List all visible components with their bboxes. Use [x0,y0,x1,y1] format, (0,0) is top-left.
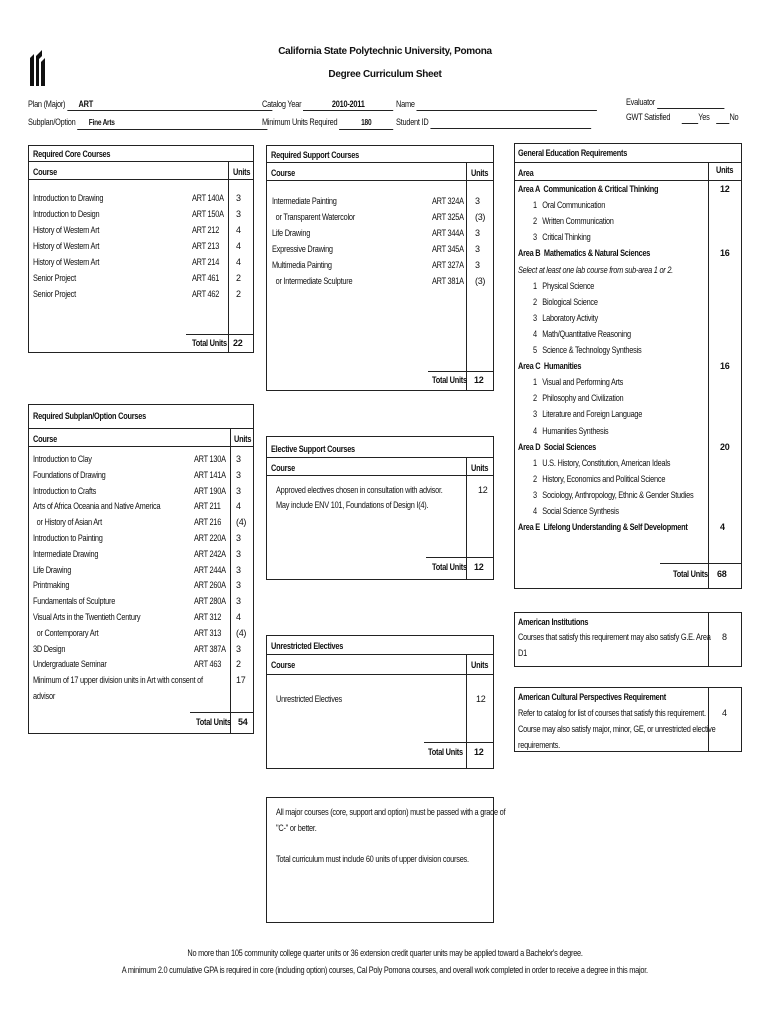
course-name: 3D Design [33,643,66,654]
catalog-label: Catalog Year [262,99,302,109]
course-code: ART 387A [194,643,226,654]
course-name: History of Western Art [33,225,100,235]
notes-line3: Total curriculum must include 60 units of upper division courses. [276,854,469,864]
ge-units: 16 [720,361,730,372]
gwt-yes-blank[interactable] [682,111,698,124]
course-code: ART 216 [194,517,222,528]
footer-line1: No more than 105 community college quarter units or 36 extension credit quarter units may be applied toward a Bachelor's degree. [187,948,583,958]
student-id-label: Student ID [396,117,429,127]
course-code: ART 463 [194,659,222,670]
course-name: or Contemporary Art [33,627,99,638]
evaluator-label: Evaluator [626,97,655,107]
course-code: ART 220A [194,533,226,543]
gwt-label: GWT Satisfied [626,112,671,122]
ge-total-value: 68 [717,569,727,579]
core-col-units: Units [233,167,251,177]
course-units: 3 [475,196,480,206]
course-name: Life Drawing [272,228,311,238]
elective-total-label: Total Units [432,562,467,572]
unrestricted-col-units: Units [471,660,489,670]
course-units: 3 [236,564,241,575]
support-title: Required Support Courses [271,150,360,160]
ge-row: Select at least one lab course from sub-area 1 or 2. [518,264,673,275]
course-units: 3 [475,260,480,270]
student-id-field [396,116,591,129]
course-name: Introduction to Clay [33,454,92,464]
gwt-yes: Yes [698,112,710,122]
unrestricted-title: Unrestricted Electives [271,641,344,651]
course-code: ART 324A [432,196,464,206]
course-name: Intermediate Drawing [33,548,99,559]
course-code: ART 345A [432,244,464,254]
ge-row: 3 Literature and Foreign Language [533,409,643,420]
course-units: 17 [236,675,246,686]
course-units: 2 [236,273,241,283]
acp-line2: Course may also satisfy major, minor, GE, or unrestricted elective [518,724,716,734]
option-total-value: 54 [238,717,248,727]
ai-line2: D1 [518,648,527,658]
unrestricted-row-label: Unrestricted Electives [276,694,342,704]
acp-line1: Refer to catalog for list of courses that satisfy this requirement. [518,708,706,718]
subplan-label: Subplan/Option [28,117,76,127]
ai-units: 8 [722,632,727,642]
ge-units: 16 [720,248,730,259]
elective-units: 12 [478,485,488,495]
support-col-units: Units [471,168,489,178]
course-code: ART 212 [192,225,220,235]
course-units: 4 [236,257,241,267]
course-units: 3 [475,244,480,254]
course-units: (4) [236,517,247,528]
course-units: 3 [236,193,241,203]
course-units: 3 [236,548,241,559]
elective-col-course: Course [271,463,295,473]
ge-row: 3 Critical Thinking [533,232,591,243]
option-col-course: Course [33,434,57,444]
acp-line3: requirements. [518,740,560,750]
ge-row: 4 Social Science Synthesis [533,506,619,516]
ge-row: Area A Communication & Critical Thinking [518,184,659,194]
course-units: 2 [236,659,241,670]
ge-row: 2 Written Communication [533,216,614,227]
course-units: 4 [236,612,241,622]
course-name: or Intermediate Sculpture [272,276,353,286]
course-code: ART 344A [432,228,464,238]
course-name: Arts of Africa Oceania and Native America [33,501,161,512]
course-name: Minimum of 17 upper division units in Art with consent of [33,675,203,686]
ge-row: 4 Math/Quantitative Reasoning [533,328,631,339]
core-title: Required Core Courses [33,149,111,159]
gwt-no: No [729,112,739,122]
course-units: 3 [236,209,241,219]
min-units-value[interactable]: 180 [339,116,393,130]
course-name: or History of Asian Art [33,517,102,528]
course-units: 3 [236,454,241,464]
ge-units: 20 [720,441,730,452]
course-name: Printmaking [33,580,70,591]
course-name: Introduction to Drawing [33,193,104,203]
course-code: ART 312 [194,612,222,622]
course-code: ART 461 [192,273,220,283]
course-name: Introduction to Design [33,209,100,219]
course-name: Senior Project [33,273,76,283]
evaluator-field [626,96,724,109]
notes-line1: All major courses (core, support and option) must be passed with a grade of [276,807,506,817]
elective-total-value: 12 [474,562,484,572]
course-code: ART 244A [194,564,226,575]
course-code: ART 242A [194,548,226,559]
ge-row: 1 Oral Communication [533,200,606,211]
ge-row: 1 Visual and Performing Arts [533,377,624,388]
unrestricted-total-label: Total Units [428,747,463,757]
core-col-course: Course [33,167,57,177]
ge-units: 12 [720,184,730,194]
course-code: ART 130A [194,454,226,464]
course-units: 4 [236,225,241,235]
course-units: 3 [236,533,241,543]
sheet-title: Degree Curriculum Sheet [328,69,442,80]
option-col-units: Units [234,434,252,444]
course-name: Multimedia Painting [272,260,332,270]
elective-description-line2: May include ENV 101, Foundations of Design I(4). [276,500,429,510]
university-name: California State Polytechnic University, Pomona [278,46,492,57]
ge-row: 2 History, Economics and Political Science [533,473,666,484]
plan-major-field [28,98,272,111]
ge-row: Area E Lifelong Understanding & Self Development [518,522,688,533]
course-units: 3 [236,596,241,607]
gwt-no-blank[interactable] [716,111,729,124]
course-name: Foundations of Drawing [33,469,106,480]
course-name: Fundamentals of Sculpture [33,596,116,607]
plan-value[interactable]: ART [67,98,272,111]
course-name: Expressive Drawing [272,244,333,254]
ai-line1: Courses that satisfy this requirement may also satisfy G.E. Area [518,632,711,642]
catalog-year-field [262,98,393,111]
course-code: ART 327A [432,260,464,270]
course-code: ART 190A [194,485,226,496]
course-units: 3 [236,485,241,496]
core-total-value: 22 [233,338,243,348]
course-name: History of Western Art [33,241,100,251]
plan-label: Plan (Major) [28,99,66,109]
course-units: 2 [236,289,241,299]
course-name: Life Drawing [33,564,72,575]
unrestricted-units: 12 [476,694,486,704]
support-total-label: Total Units [432,375,467,385]
elective-col-units: Units [471,463,489,473]
name-label: Name [396,99,415,109]
course-name: or Transparent Watercolor [272,212,355,222]
ge-row: 5 Science & Technology Synthesis [533,345,642,355]
catalog-value[interactable]: 2010-2011 [303,98,393,111]
course-name: Visual Arts in the Twentieth Century [33,612,141,622]
ai-title: American Institutions [518,617,589,627]
support-total-value: 12 [474,375,484,385]
course-code: ART 211 [194,501,221,512]
ge-row: 3 Sociology, Anthropology, Ethnic & Gender Studies [533,489,694,500]
course-units: 3 [236,469,241,480]
course-name: Undergraduate Seminar [33,659,107,670]
course-name: advisor [33,691,56,701]
course-code: ART 140A [192,193,224,203]
ge-row: 3 Laboratory Activity [533,312,598,323]
course-units: 3 [236,580,241,591]
course-name: History of Western Art [33,257,100,267]
subplan-field [28,116,267,130]
ge-units: 4 [720,522,725,533]
course-code: ART 141A [194,469,226,480]
min-units-label: Minimum Units Required [262,117,338,127]
course-code: ART 462 [192,289,220,299]
ge-row: 2 Philosophy and Civilization [533,393,624,404]
course-name: Intermediate Painting [272,196,337,206]
option-total-label: Total Units [196,717,231,727]
ge-row: Area C Humanities [518,361,582,372]
course-code: ART 260A [194,580,226,591]
course-units: (4) [236,627,247,638]
course-units: 3 [236,643,241,654]
ge-col-area: Area [518,168,534,178]
course-name: Introduction to Painting [33,533,103,543]
subplan-value[interactable]: Fine Arts [77,116,267,130]
ge-total-label: Total Units [673,569,708,579]
course-code: ART 381A [432,276,464,286]
course-code: ART 214 [192,257,220,267]
name-field [396,98,597,111]
gwt-field [626,111,738,124]
support-col-course: Course [271,168,295,178]
ge-row: Area D Social Sciences [518,441,597,452]
ge-row: Area B Mathematics & Natural Sciences [518,248,651,259]
unrestricted-total-value: 12 [474,747,484,757]
course-units: 4 [236,501,241,512]
course-units: 4 [236,241,241,251]
name-input[interactable] [417,98,597,111]
unrestricted-col-course: Course [271,660,295,670]
acp-title: American Cultural Perspectives Requirement [518,692,666,702]
course-code: ART 313 [194,627,222,638]
evaluator-input[interactable] [657,96,724,109]
ge-col-units: Units [716,165,734,175]
core-total-label: Total Units [192,338,227,348]
ge-row: 2 Biological Science [533,296,598,307]
course-code: ART 280A [194,596,226,607]
min-units-field [262,116,393,130]
footer-line2: A minimum 2.0 cumulative GPA is required in core (including option) courses, Cal Poly Pomona courses, and overall work completed in order to receive a degree in this major. [121,965,649,975]
course-code: ART 325A [432,212,464,222]
acp-units: 4 [722,708,727,718]
option-title: Required Subplan/Option Courses [33,411,146,421]
ge-title: General Education Requirements [518,148,628,158]
course-code: ART 150A [192,209,224,219]
ge-row: 4 Humanities Synthesis [533,425,609,436]
course-name: Introduction to Crafts [33,485,97,496]
ge-row: 1 U.S. History, Constitution, American Ideals [533,457,671,468]
notes-line2: "C-" or better. [276,823,317,833]
elective-description-line1: Approved electives chosen in consultation with advisor. [276,485,443,495]
course-code: ART 213 [192,241,220,251]
elective-title: Elective Support Courses [271,444,355,454]
ge-row: 1 Physical Science [533,280,595,291]
course-name: Senior Project [33,289,76,299]
course-units: (3) [475,212,486,222]
course-units: 3 [475,228,480,238]
student-id-input[interactable] [430,116,591,129]
course-units: (3) [475,276,486,286]
